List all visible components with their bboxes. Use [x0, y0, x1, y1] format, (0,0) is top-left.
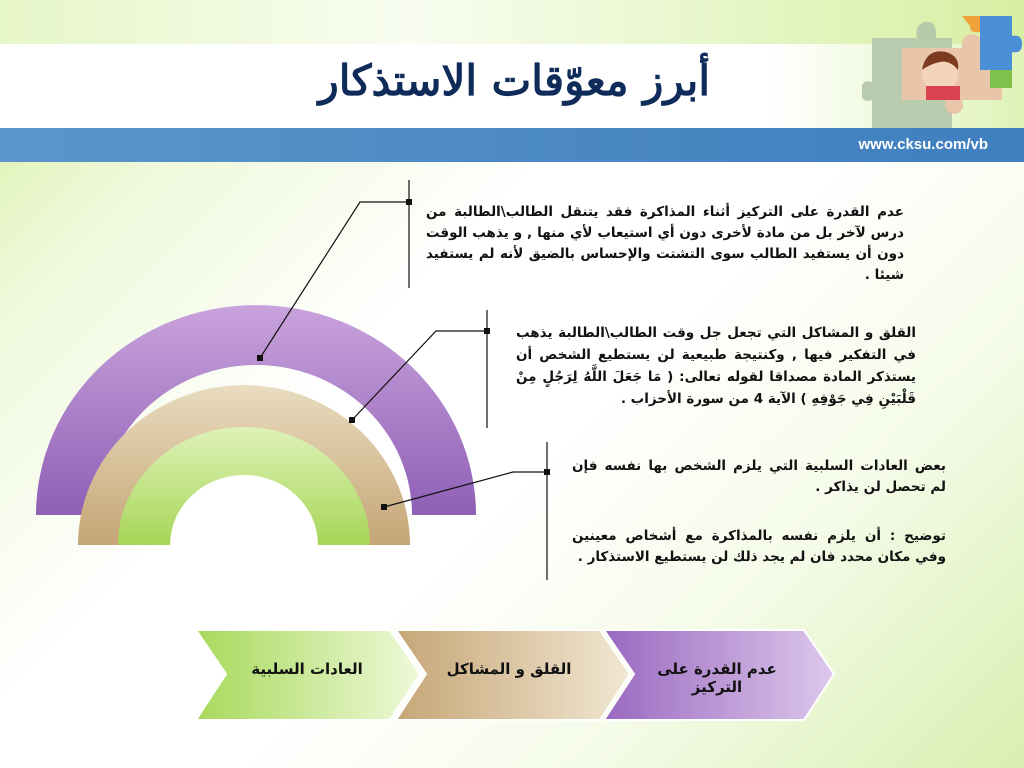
connector-dot-2a	[349, 417, 355, 423]
chevron-label-concentration: عدم القدرة على التركيز	[657, 660, 777, 696]
chevron-label-anxiety: القلق و المشاكل	[446, 660, 572, 678]
paragraph-habits: بعض العادات السلبية التي يلزم الشخص بها نفسه فإن لم تحصل لن يذاكر .	[572, 458, 946, 495]
chevron-label-habits: العادات السلبية	[251, 660, 363, 678]
paragraph-clarification: توضيح : أن يلزم نفسه بالمذاكرة مع أشخاص معينين وفي مكان محدد فان لم يجد ذلك لن يستطيع الاستذكار .	[572, 528, 946, 565]
connector-dot-1a	[257, 355, 263, 361]
paragraph-concentration: عدم القدرة على التركيز أثناء المذاكرة فقد يتنقل الطالب\الطالبة من درس لآخر بل من مادة لأخرى دون أي استيعاب لأي منها , و يذهب الوقت دون أن يستفيد الطالب سوى التشتت والإحساس بالضيق لأنه لم يستفيد شيئا .	[426, 204, 904, 283]
paragraph-anxiety: القلق و المشاكل التي تجعل جل وقت الطالب\الطالبة يذهب في التفكير فيها , وكنتيجة طبيعية لن يستطيع الشخص أن يستذكر المادة مصداقا لقوله تعالى: ( مَا جَعَلَ اللَّهُ لِرَجُلٍ مِنْ قَلْبَيْنِ فِي جَوْفِهِ ) الآية 4 من سورة الأحزاب .	[516, 325, 916, 407]
connector-dot-2b	[484, 328, 490, 334]
slide-title: أبرز معوّقات الاستذكار	[318, 56, 710, 105]
connector-dot-3a	[381, 504, 387, 510]
connector-dot-1b	[406, 199, 412, 205]
connector-dot-3b	[544, 469, 550, 475]
site-url-link[interactable]: www.cksu.com/vb	[858, 136, 988, 153]
